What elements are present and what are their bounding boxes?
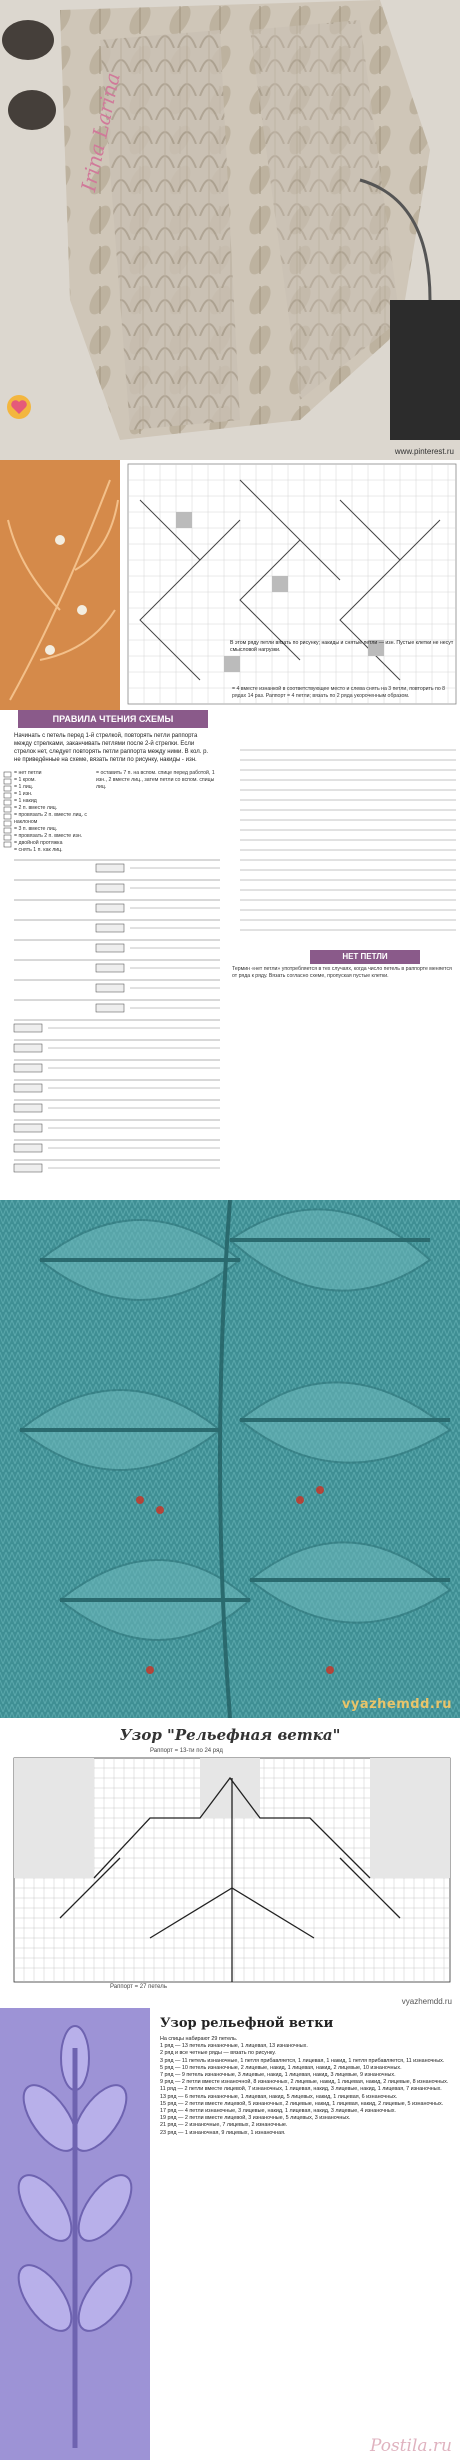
relief-branch-instructions: [0, 2008, 460, 2460]
purple-knit-image: [0, 2008, 150, 2460]
sweater-photo: [0, 0, 460, 460]
legend-item: = 1 накид: [14, 798, 37, 804]
purple-knit-photo: [0, 2008, 150, 2460]
instruction-row: 1 ряд — 13 петель изнаночные, 1 лицевая, 13 изнаночных.: [160, 2043, 308, 2050]
instructions-intro: На спицы набирают 29 петель.: [160, 2036, 238, 2042]
instruction-row: 17 ряд — 4 петли изнаночные, 3 лицевые, накид, 1 лицевая, накид, 3 лицевые, 4 изнаночных.: [160, 2108, 396, 2115]
instruction-row: 19 ряд — 2 петли вместе лицевой, 3 изнаночные, 5 лицевых, 3 изнаночных.: [160, 2115, 351, 2122]
logo-icon: [6, 394, 32, 420]
legend-item: = провязать 2 п. вместе лиц. с наклоном: [14, 812, 88, 825]
photo-watermark: Irina Larina: [76, 70, 125, 194]
instruction-row: 15 ряд — 2 петли вместе лицевой, 5 изнаночных, 2 лицевые, накид, 1 лицевая, накид, 2 лицевые, 5 изнаночных.: [160, 2100, 444, 2107]
legend-item: = 1 кром.: [14, 777, 36, 783]
chart-rapport-top: Раппорт = 13-ти по 24 ряд: [150, 1748, 223, 1754]
instruction-row: 2 ряд и все четные ряды — вязать по рисунку.: [160, 2050, 276, 2057]
legend-item: = 1 изн.: [14, 791, 33, 797]
legend-item: = провязать 2 п. вместе изн.: [14, 833, 83, 839]
legend-item: = 1 лиц.: [14, 784, 34, 790]
rules-title: ПРАВИЛА ЧТЕНИЯ СХЕМЫ: [18, 710, 208, 728]
legend-right-column: [232, 686, 456, 700]
instructions-text: [160, 2036, 456, 2137]
chart-grid: [0, 1718, 460, 2008]
legend-item: = нет петли: [14, 770, 42, 776]
chart-title: Узор "Рельефная ветка": [119, 1726, 341, 1744]
chart-rapport-bottom: Раппорт = 27 петель: [110, 1984, 167, 1990]
instructions-title: Узор рельефной ветки: [160, 2016, 334, 2031]
chart-site-label: vyazhemdd.ru: [401, 1997, 452, 2006]
knit-site-label: vyazhemdd.ru: [341, 1697, 452, 1712]
rules-intro: Начинать с петель перед 1-й стрелкой, повторять петли раппорта между стрелками, заканчивать петлями после 2-й стрелки. Если стрелок нет, следует повторять петли раппорта между ними. В кол. р. не приведённые на схеме, вязать петли по рисунку, накиды - изн.: [14, 733, 209, 763]
chart-note: В этом ряду петли вязать по рисунку; накиды и снятые петли — изн. Пустые клетки не несут смысловой нагрузки.: [230, 640, 454, 653]
blue-knit-photo: [0, 1200, 460, 1718]
loops-text: Термин «нет петли» употребляется в тех случаях, когда число петель в раппорте меняется от ряда к ряду. Вязать согласно схеме, пропуская пустые клетки.: [232, 966, 452, 979]
instruction-row: 7 ряд — 9 петель изнаночные, 3 лицевые, накид, 1 лицевая, накид, 3 лицевые, 9 изнаночных.: [160, 2072, 396, 2079]
instruction-row: 5 ряд — 10 петель изнаночные, 2 лицевые, накид, 1 лицевая, накид, 2 лицевые, 10 изнаночных.: [160, 2064, 402, 2071]
instructions-site-label: Postila.ru: [369, 2436, 452, 2456]
instruction-row: 11 ряд — 2 петли вместе лицевой, 7 изнаночных, 1 лицевая, накид, 3 лицевые, накид, 1 лицевая, 7 изнаночных.: [160, 2086, 442, 2093]
sweater-photo-image: [0, 0, 460, 460]
instruction-row: 13 ряд — 6 петель изнаночные, 1 лицевая, накид, 5 лицевых, накид, 1 лицевая, 6 изнаночных.: [160, 2093, 398, 2100]
instruction-row: 23 ряд — 1 изнаночная, 9 лицевых, 1 изнаночная.: [160, 2129, 286, 2136]
instruction-row: 21 ряд — 2 изнаночные, 7 лицевых, 2 изнаночные.: [160, 2122, 288, 2129]
legend-list: [14, 770, 90, 854]
scheme-graphics: [0, 460, 460, 710]
legend-mid-column: [96, 770, 224, 791]
loops-title: НЕТ ПЕТЛИ: [310, 950, 420, 964]
photo-site-label: www.pinterest.ru: [394, 447, 454, 456]
legend-item: = 3 п. вместе лиц.: [14, 826, 58, 832]
legend-mid-text: = оставить 7 п. на вспом. спице перед работой, 1 изн., 2 вместе лиц., затем петли со вспом. спицы лиц.: [96, 770, 215, 790]
legend-item: = снять 1 п. как лиц.: [14, 847, 63, 853]
blue-knit-image: [0, 1200, 460, 1718]
instruction-row: 9 ряд — 2 петли вместе изнаночной, 8 изнаночных, 2 лицевые, накид, 1 лицевая, накид, 2 лицевые, 8 изнаночных.: [160, 2079, 449, 2086]
legend-right-text: = 4 вместе изнанкой в соответствующее место и слева снять на 3 петли, повторить по 8 рядах 14 раз. Раппорт = 4 петли; вязать по 2 ряда укороченным образом.: [232, 686, 446, 699]
legend-item: = двойной протяжка: [14, 840, 63, 846]
relief-branch-chart: [0, 1718, 460, 2008]
legend-item: = 2 п. вместе лиц.: [14, 805, 58, 811]
pattern-scheme-page: [0, 460, 460, 1200]
instruction-row: 3 ряд — 11 петель изнаночные, 1 петля прибавляется, 1 лицевая, 1 накид, 1 петля прибавляется, 11 изнаночных.: [160, 2057, 445, 2064]
